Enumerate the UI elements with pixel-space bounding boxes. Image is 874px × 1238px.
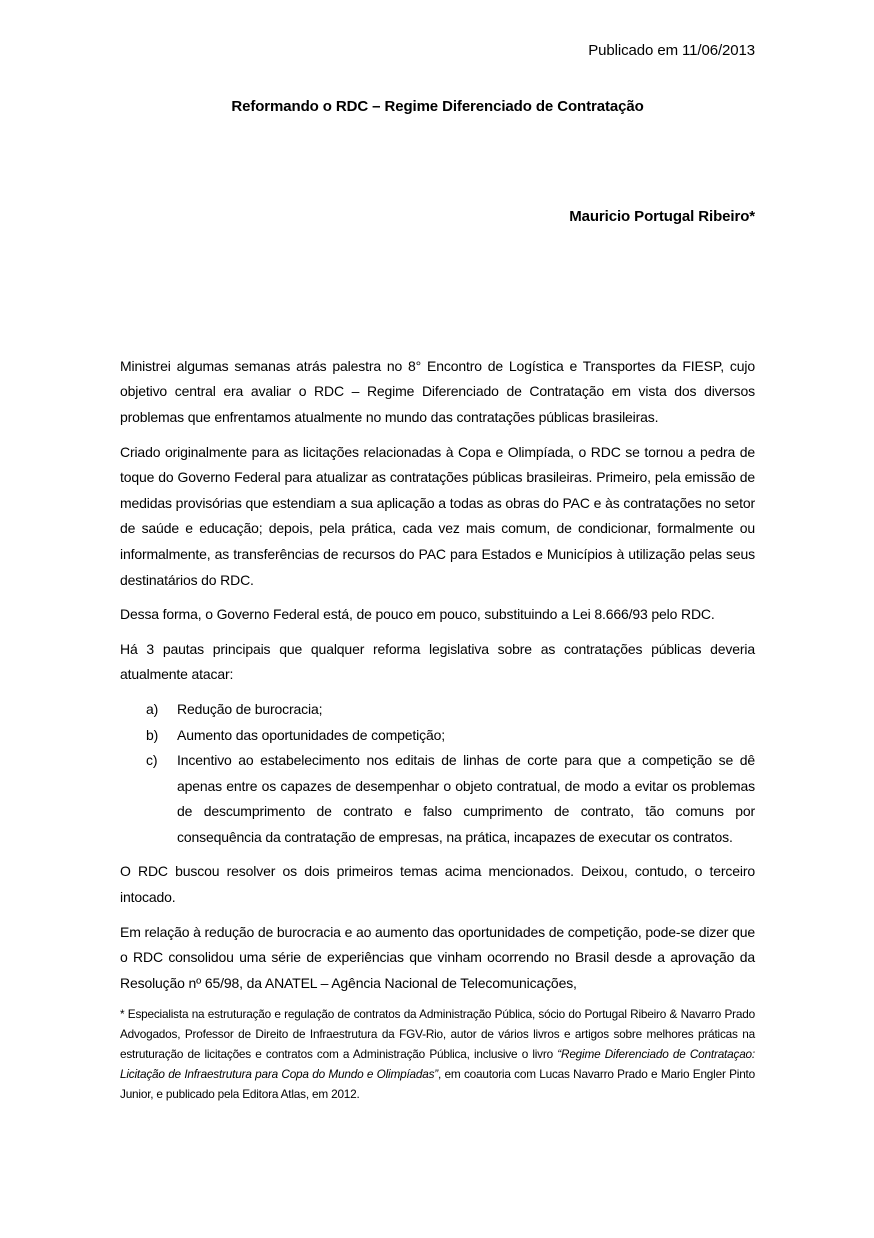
paragraph-intro: Ministrei algumas semanas atrás palestra no 8° Encontro de Logística e Transportes da FIESP, cujo objetivo central era avaliar o RDC – Regime Diferenciado de Contratação em vista dos diversos problemas que enfrentamos atualmente no mundo das contratações públicas brasileiras.: [120, 357, 755, 425]
footnote-text-tail: , em coautoria com Lucas Navarro Prado e Mario Engler Pinto Junior, e publicado pela Editora Atlas, em 2012.: [120, 1066, 755, 1101]
footnote-book-title: “Regime Diferenciado de Contrataçao: Licitação de Infraestrutura para Copa do Mundo e Olimpíadas”: [120, 1047, 755, 1081]
list-item-text: Incentivo ao estabelecimento nos editais de linhas de corte para que a competição se dê apenas entre os capazes de desempenhar o objeto contratual, de modo a evitar os problemas de descumprimento de contrato e falso cumprimento de contrato, tão comuns por consequência da contratação de empresas, na prática, incapazes de executar os contratos.: [177, 752, 755, 845]
list-item: [120, 748, 755, 850]
list-marker: c): [146, 752, 158, 769]
paragraph-anatel: Em relação à redução de burocracia e ao aumento das oportunidades de competição, pode-se dizer que o RDC consolidou uma série de experiências que vinham ocorrendo no Brasil desde a aprovação da Resolução nº 65/98, da ANATEL – Agência Nacional de Telecomunicações,: [120, 923, 755, 991]
list-marker: b): [146, 726, 159, 743]
list-marker: a): [146, 700, 159, 717]
document-body: [120, 354, 755, 997]
author-byline: Mauricio Portugal Ribeiro*: [569, 208, 755, 226]
document-title: Reformando o RDC – Regime Diferenciado de Contratação: [231, 97, 644, 115]
paragraph-rdc-resolveu: O RDC buscou resolver os dois primeiros temas acima mencionados. Deixou, contudo, o terceiro intocado.: [120, 863, 755, 906]
list-item: [120, 723, 755, 749]
paragraph-lei-8666: Dessa forma, o Governo Federal está, de pouco em pouco, substituindo a Lei 8.666/93 pelo RDC.: [120, 606, 715, 623]
list-item: [120, 697, 755, 723]
paragraph-3-pautas: Há 3 pautas principais que qualquer reforma legislativa sobre as contratações públicas deveria atualmente atacar:: [120, 640, 755, 683]
paragraph-rdc-origin: Criado originalmente para as licitações relacionadas à Copa e Olimpíada, o RDC se tornou a pedra de toque do Governo Federal para atualizar as contratações públicas brasileiras. Primeiro, pela emissão de medidas provisórias que estendiam a sua aplicação a todas as obras do PAC e às contratações no setor de saúde e educação; depois, pela prática, cada vez mais comum, de condicionar, formalmente ou informalmente, as transferências de recursos do PAC para Estados e Municípios à utilização pelas seus destinatários do RDC.: [120, 443, 755, 588]
pautas-list: [120, 697, 755, 851]
list-item-text: Aumento das oportunidades de competição;: [177, 726, 445, 743]
list-item-text: Redução de burocracia;: [177, 700, 323, 717]
footnote: [120, 1005, 755, 1104]
published-date: Publicado em 11/06/2013: [588, 42, 755, 59]
footnote-text-lead: * Especialista na estruturação e regulação de contratos da Administração Pública, sócio do Portugal Ribeiro & Navarro Prado Advogados, Professor de Direito de Infraestrutura da FGV-Rio, autor de vários livros e artigos sobre melhores práticas na estruturação de licitações e contratos com a Administração Pública, inclusive o livro: [120, 1007, 755, 1062]
